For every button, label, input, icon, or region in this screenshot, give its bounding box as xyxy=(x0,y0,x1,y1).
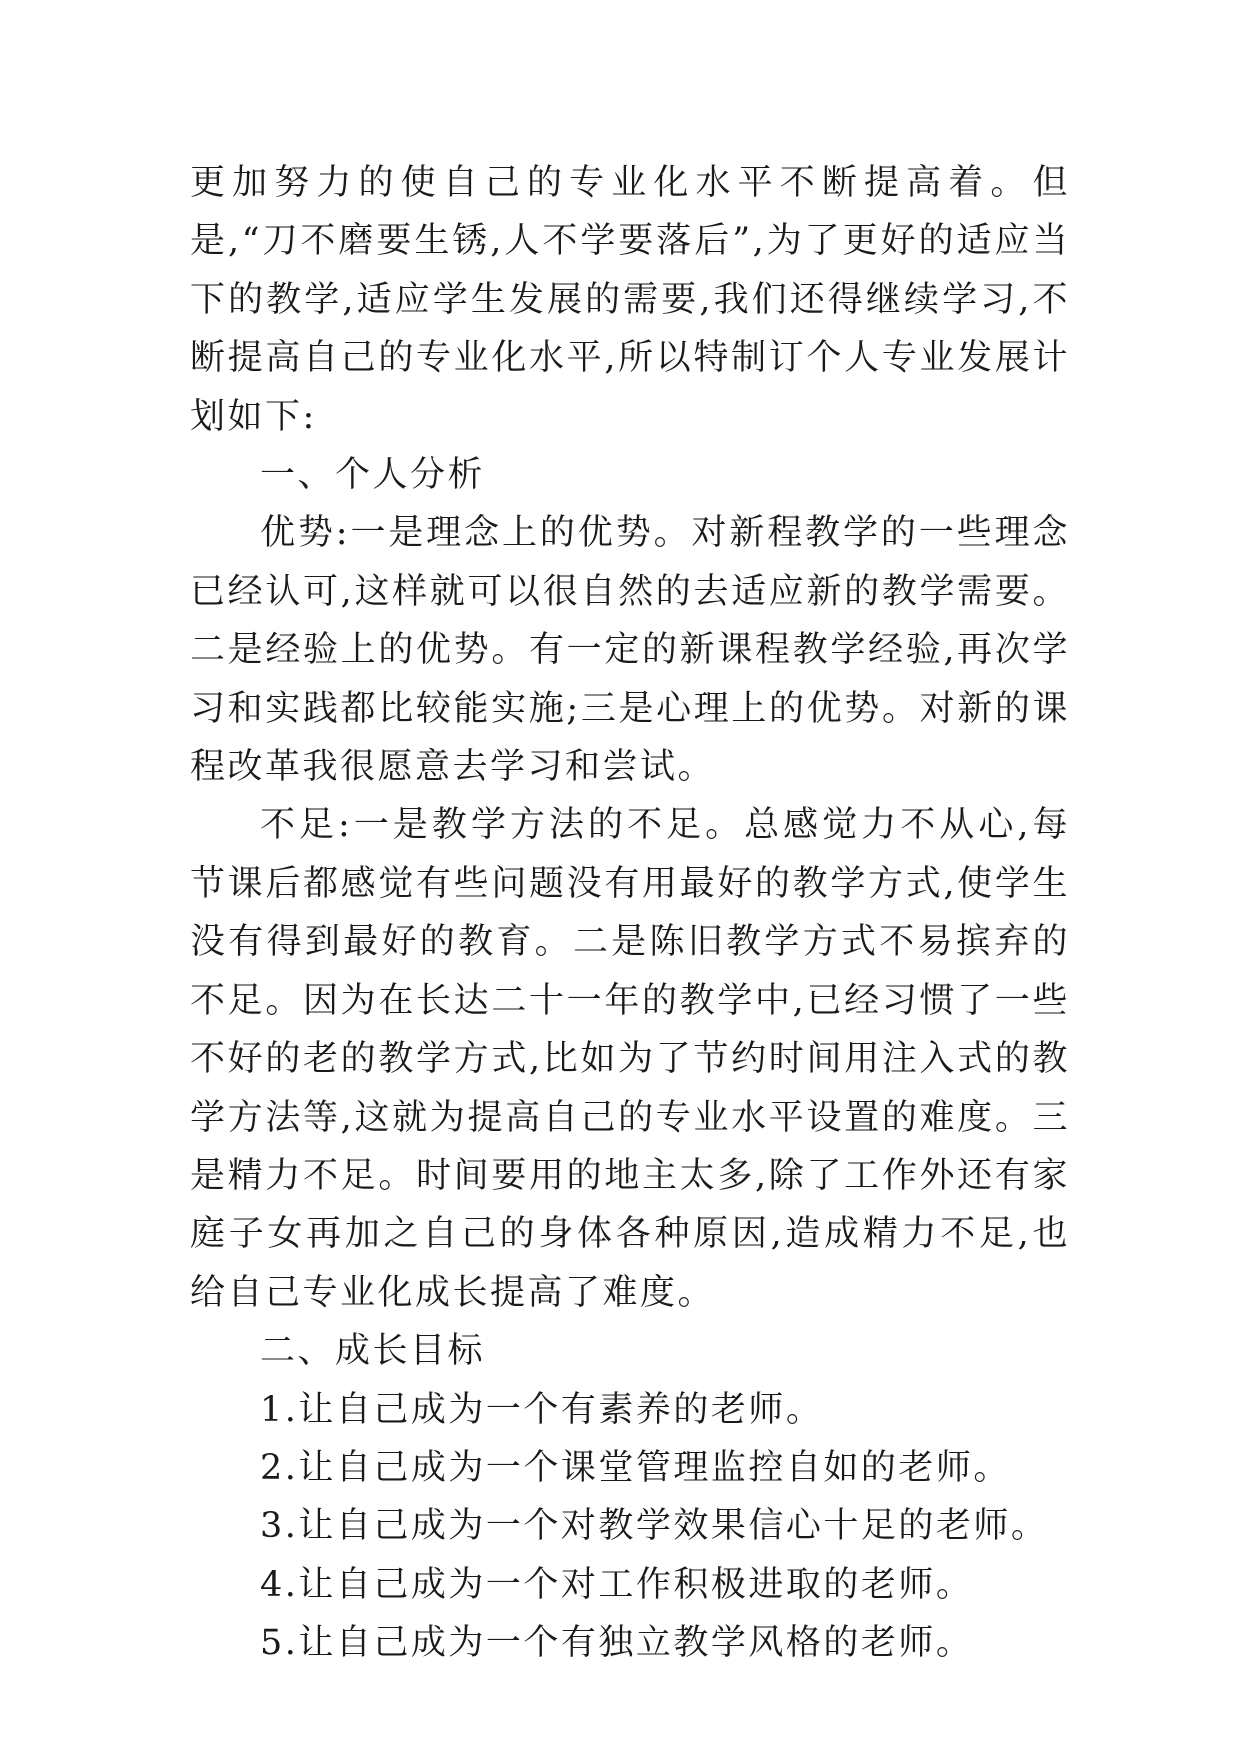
goal-item: 2.让自己成为一个课堂管理监控自如的老师。 xyxy=(260,1447,1011,1488)
goal-item: 5.让自己成为一个有独立教学风格的老师。 xyxy=(260,1623,974,1664)
strengths-paragraph: 优势:一是理念上的优势。对新程教学的一些理念已经认可,这样就可以很自然的去适应新的教学需要。二是经验上的优势。有一定的新课程教学经验,再次学习和实践都比较能实施;三是心理上的优势。对新的课程改革我很愿意去学习和尝试。 xyxy=(190,513,1070,788)
goal-item: 4.让自己成为一个对工作积极进取的老师。 xyxy=(260,1564,974,1605)
goal-list xyxy=(190,1381,1070,1673)
goal-item: 1.让自己成为一个有素养的老师。 xyxy=(260,1389,824,1430)
section-heading-growth-goals: 二、成长目标 xyxy=(260,1331,486,1372)
intro-paragraph: 更加努力的使自己的专业化水平不断提高着。但是,“刀不磨要生锈,人不学要落后”,为了更好的适应当下的教学,适应学生发展的需要,我们还得继续学习,不断提高自己的专业化水平,所以特制订个人专业发展计划如下: xyxy=(190,163,1070,437)
weaknesses-paragraph: 不足:一是教学方法的不足。总感觉力不从心,每节课后都感觉有些问题没有用最好的教学方式,使学生没有得到最好的教育。二是陈旧教学方式不易摈弃的不足。因为在长达二十一年的教学中,已经习惯了一些不好的老的教学方式,比如为了节约时间用注入式的教学方法等,这就为提高自己的专业水平设置的难度。三是精力不足。时间要用的地主太多,除了工作外还有家庭子女再加之自己的身体各种原因,造成精力不足,也给自己专业化成长提高了难度。 xyxy=(190,805,1070,1313)
section-heading-personal-analysis: 一、个人分析 xyxy=(260,455,486,496)
goal-item: 3.让自己成为一个对教学效果信心十足的老师。 xyxy=(260,1506,1049,1547)
document-page xyxy=(190,154,1070,1673)
